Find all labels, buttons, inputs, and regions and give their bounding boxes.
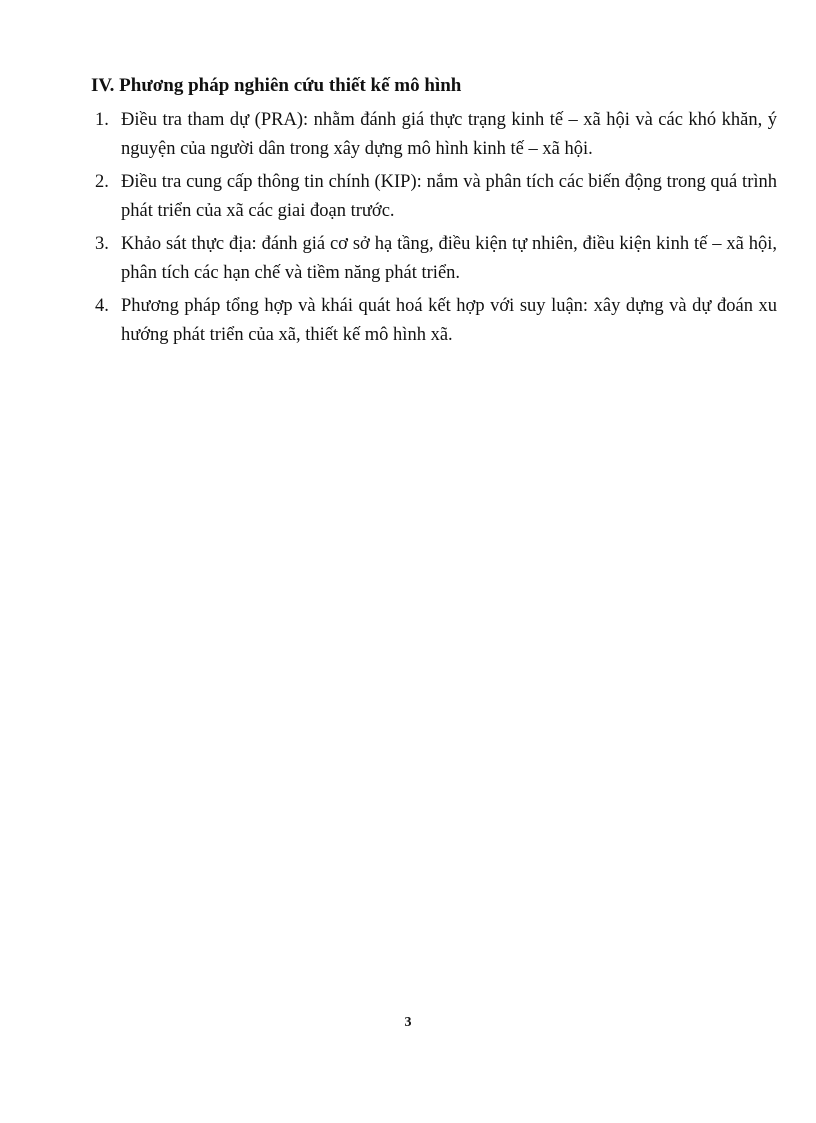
method-list [95,106,777,354]
list-item-text: Điều tra tham dự (PRA): nhằm đánh giá thực trạng kinh tế – xã hội và các khó khăn, ý nguyện của người dân trong xây dựng mô hình kinh tế – xã hội. [121,110,777,159]
list-item-text: Phương pháp tổng hợp và khái quát hoá kết hợp với suy luận: xây dựng và dự đoán xu hướng phát triển của xã, thiết kế mô hình xã. [121,296,777,345]
list-item [95,292,777,350]
list-item-text: Điều tra cung cấp thông tin chính (KIP): nắm và phân tích các biến động trong quá trình phát triển của xã các giai đoạn trước. [121,172,777,221]
list-item-number: 1. [95,110,109,130]
list-item-number: 2. [95,172,109,192]
list-item-number: 3. [95,234,109,254]
list-item [95,168,777,226]
list-item [95,230,777,288]
page-number: 3 [404,1015,412,1030]
list-item-number: 4. [95,296,109,316]
section-heading: IV. Phương pháp nghiên cứu thiết kế mô hình [91,75,462,96]
list-item [95,106,777,164]
list-item-text: Khảo sát thực địa: đánh giá cơ sở hạ tầng, điều kiện tự nhiên, điều kiện kinh tế – xã hội, phân tích các hạn chế và tiềm năng phát triển. [121,234,777,283]
